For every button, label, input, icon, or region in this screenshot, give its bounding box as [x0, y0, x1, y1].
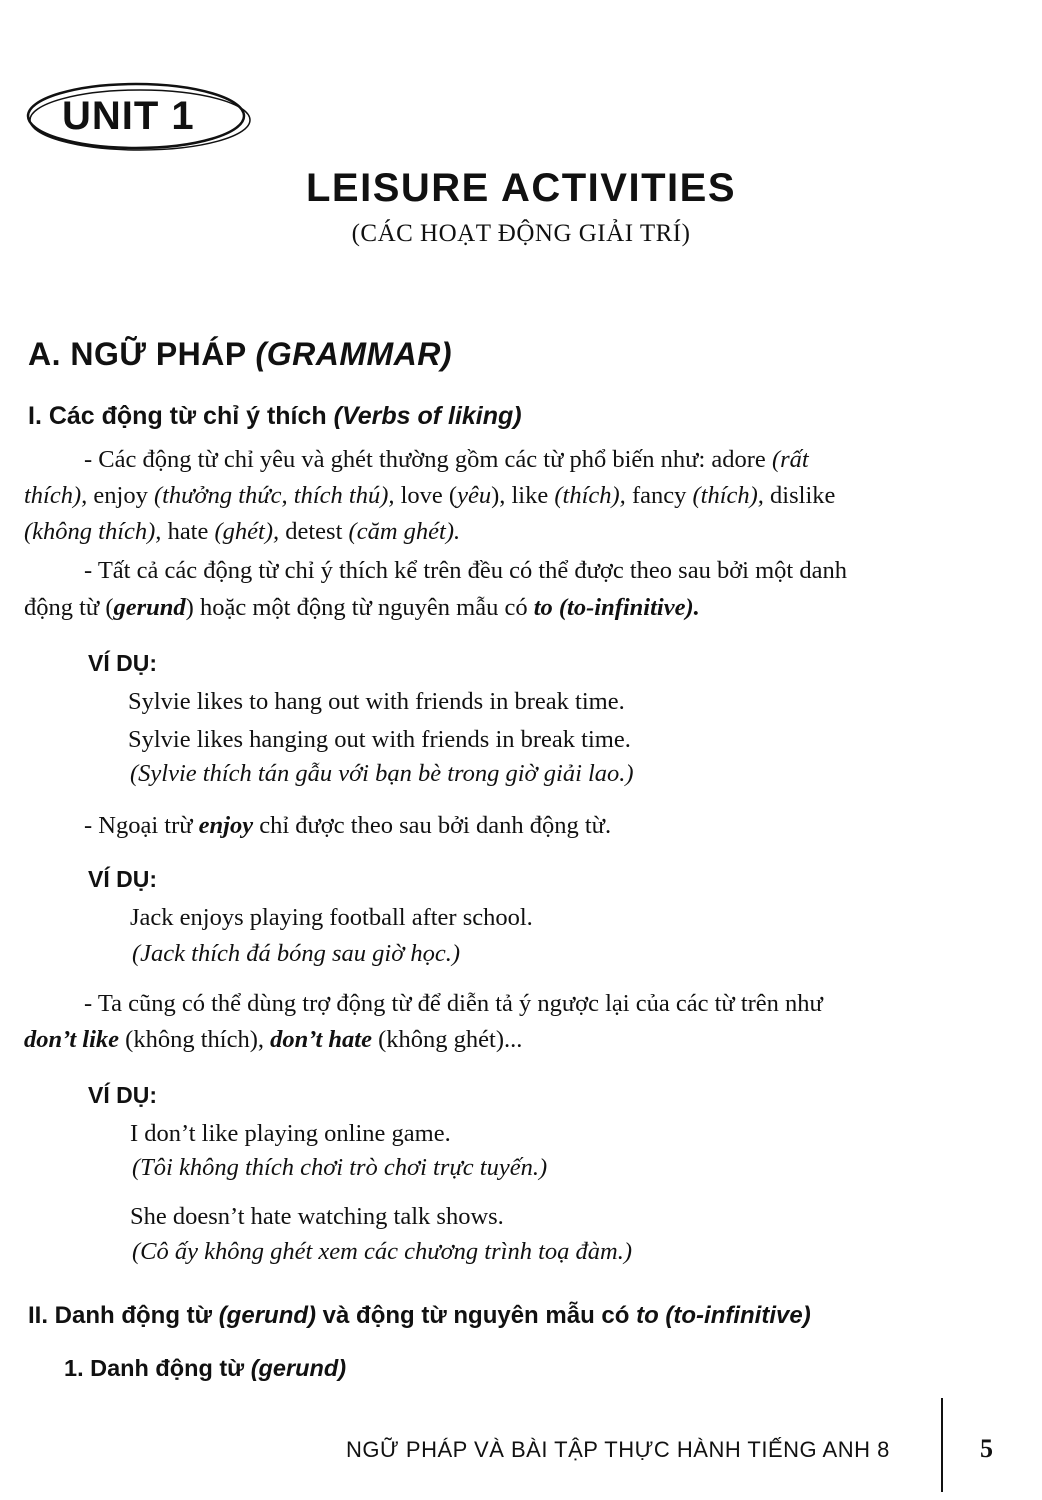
- paragraph-2-line-1: - Tất cả các động từ chỉ ý thích kể trên đều có thể được theo sau bởi một danh: [84, 557, 847, 584]
- footer-book-title: NGỮ PHÁP VÀ BÀI TẬP THỰC HÀNH TIẾNG ANH 8: [346, 1437, 890, 1462]
- example-sentence: Jack enjoys playing football after school.: [130, 904, 533, 931]
- paragraph-3: [84, 808, 611, 844]
- example-translation: (Sylvie thích tán gẫu với bạn bè trong giờ giải lao.): [130, 760, 634, 787]
- text: (không ghét)...: [371, 1026, 523, 1053]
- text: fancy: [625, 482, 693, 509]
- text-italic: (không thích),: [24, 518, 162, 545]
- text-italic: (thưởng thức, thích thú),: [153, 482, 395, 509]
- heading-text: I. Các động từ chỉ ý thích: [28, 402, 334, 430]
- paragraph-2-line-2: [24, 590, 700, 626]
- example-label: VÍ DỤ:: [88, 866, 157, 892]
- page-title: LEISURE ACTIVITIES: [305, 166, 736, 210]
- text: detest: [279, 518, 349, 545]
- example-sentence: I don’t like playing online game.: [130, 1120, 451, 1147]
- text: love (: [394, 482, 458, 509]
- text: dislike: [763, 482, 836, 509]
- text-italic: (gerund): [218, 1302, 316, 1329]
- text: - Ngoại trừ: [84, 812, 199, 839]
- section-heading-italic: (GRAMMAR): [255, 336, 452, 372]
- example-translation: (Jack thích đá bóng sau giờ học.): [132, 940, 461, 967]
- example-sentence: She doesn’t hate watching talk shows.: [130, 1203, 504, 1230]
- example-sentence: Sylvie likes to hang out with friends in break time.: [128, 688, 625, 715]
- text-bold-italic: gerund: [113, 594, 186, 621]
- section-heading-text: A. NGỮ PHÁP: [28, 336, 256, 372]
- text-italic: (gerund): [250, 1355, 347, 1381]
- unit-label: UNIT 1: [62, 94, 195, 138]
- page-number: 5: [980, 1434, 993, 1463]
- paragraph-1-line-1: [84, 442, 809, 478]
- text-italic: (thích),: [554, 482, 626, 509]
- paragraph-4-line-2: [24, 1022, 522, 1058]
- text: enjoy: [87, 482, 154, 509]
- text: và động từ nguyên mẫu có: [316, 1302, 637, 1329]
- heading-italic: (Verbs of liking): [333, 402, 522, 430]
- text-bold-italic: don’t like: [24, 1026, 120, 1053]
- example-label: VÍ DỤ:: [88, 1082, 157, 1108]
- heading-gerund-infinitive: [28, 1302, 811, 1330]
- text-bold-italic: enjoy: [198, 812, 254, 839]
- paragraph-1-line-2: [24, 478, 835, 514]
- text: II. Danh động từ: [28, 1302, 219, 1329]
- text-italic: (rất: [771, 446, 809, 473]
- text: ), like: [491, 482, 555, 509]
- unit-badge: [18, 78, 258, 158]
- example-label: VÍ DỤ:: [88, 650, 157, 676]
- text: 1. Danh động từ: [64, 1355, 251, 1381]
- text-italic: to (to-infinitive): [636, 1302, 811, 1329]
- paragraph-4-line-1: - Ta cũng có thể dùng trợ động từ để diễn tả ý ngược lại của các từ trên như: [84, 990, 823, 1017]
- text-italic: (thích),: [692, 482, 764, 509]
- text-italic: thích),: [24, 482, 88, 509]
- text-italic: (căm ghét).: [348, 518, 461, 545]
- example-translation: (Cô ấy không ghét xem các chương trình toạ đàm.): [132, 1238, 632, 1265]
- text: động từ (: [24, 594, 114, 621]
- text: chỉ được theo sau bởi danh động từ.: [253, 812, 612, 839]
- example-translation: (Tôi không thích chơi trò chơi trực tuyến.): [132, 1154, 548, 1181]
- footer-divider: [941, 1398, 943, 1492]
- text-bold-italic: don’t hate: [270, 1026, 372, 1053]
- text: - Các động từ chỉ yêu và ghét thường gồm các từ phổ biến như: adore: [84, 446, 772, 473]
- subheading-gerund: [64, 1355, 346, 1382]
- text: (không thích),: [119, 1026, 271, 1053]
- page-subtitle: (CÁC HOẠT ĐỘNG GIẢI TRÍ): [351, 220, 691, 247]
- text: ) hoặc một động từ nguyên mẫu có: [185, 594, 534, 621]
- heading-verbs-of-liking: [28, 402, 522, 431]
- section-heading-grammar: [28, 336, 452, 373]
- example-sentence: Sylvie likes hanging out with friends in break time.: [128, 726, 631, 753]
- text-italic: yêu: [457, 482, 492, 509]
- paragraph-1-line-3: [24, 514, 460, 550]
- text-italic: (ghét),: [214, 518, 280, 545]
- text: hate: [161, 518, 215, 545]
- text-bold-italic: to (to-infinitive).: [533, 594, 700, 621]
